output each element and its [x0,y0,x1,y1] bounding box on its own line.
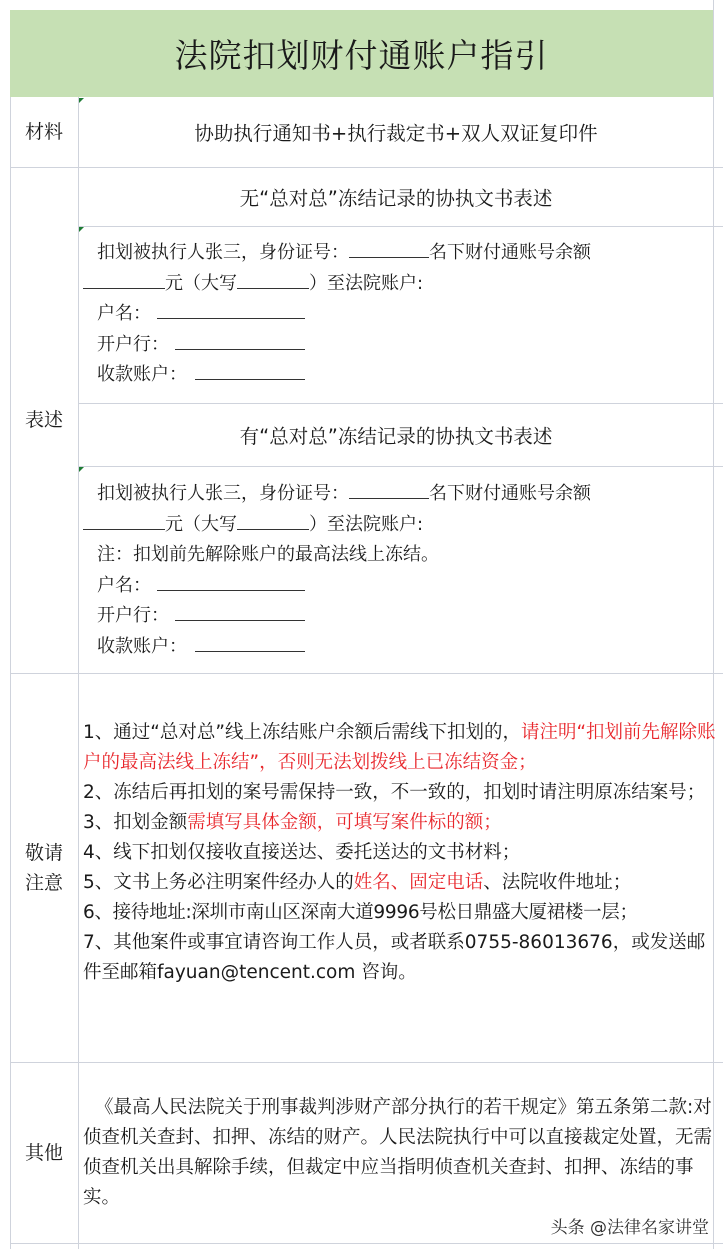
other-content: 《最高人民法院关于刑事裁判涉财产部分执行的若干规定》第五条第二款:对侦查机关查封、扣押、冻结的财产。人民法院执行中可以直接裁定处置，无需侦查机关出具解除手续，但裁定中应当指明侦查机关查封、扣押、冻结的事实。 [83,1097,713,1208]
row-label-attention: 敬请 注意 [24,841,63,894]
bank-blank [175,602,305,621]
id-number-blank [349,480,429,499]
template-line: 元（大写 ）至法院账户: [83,510,717,541]
template-line: 扣划被执行人张三，身份证号： 名下财付通账号余额 [83,479,717,510]
bank-blank [175,331,305,350]
note-item-6: 6、接待地址:深圳市南山区深南大道9996号松日鼎盛大厦裙楼一层； [83,902,638,923]
grid-line [10,1243,723,1244]
statement-heading-with-record: 有“总对总”冻结记录的协执文书表述 [239,424,553,448]
page-title: 法院扣划财付通账户指引 [10,10,713,97]
cell-comment-marker [79,467,84,472]
account-name-line: 户名： [83,571,717,602]
watermark: 头条 @法律名家讲堂 [550,1218,709,1238]
amount-blank [83,270,165,289]
account-number-line: 收款账户： [83,632,717,663]
account-name-blank [157,572,305,591]
bank-line: 开户行： [83,330,717,361]
bank-line: 开户行： [83,601,717,632]
note-item-7: 7、其他案件或事宜请咨询工作人员，或者联系0755-86013676，或发送邮件至邮箱fayuan@tencent.com 咨询。 [83,932,706,983]
note-item-2: 2、冻结后再扣划的案号需保持一致，不一致的，扣划时请注明原冻结案号； [83,782,706,803]
statement-heading-without-record: 无“总对总”冻结记录的协执文书表述 [239,186,553,210]
note-item-4: 4、线下扣划仅接收直接送达、委托送达的文书材料； [83,842,521,863]
cell-comment-marker [79,227,84,232]
grid-line [78,466,723,467]
id-number-blank [349,239,429,258]
template-line: 元（大写 ）至法院账户: [83,269,717,300]
account-name-line: 户名： [83,299,717,330]
note-item-3: 3、扣划金额需填写具体金额，可填写案件标的额； [83,812,502,833]
amount-uppercase-blank [237,511,309,530]
note-item-1: 1、通过“总对总”线上冻结账户余额后需线下扣划的，请注明“扣划前先解除账户的最高法线上冻结”，否则无法划拨线上已冻结资金； [83,722,716,773]
note-item-5: 5、文书上务必注明案件经办人的姓名、固定电话、法院收件地址； [83,872,632,893]
statement-template-without-record [79,238,717,391]
grid-line [78,226,723,227]
attention-notes [79,718,723,988]
template-line: 扣划被执行人张三，身份证号： 名下财付通账号余额 [83,238,717,269]
account-number-line: 收款账户： [83,360,717,391]
statement-template-with-record [79,479,717,662]
amount-blank [83,511,165,530]
account-number-blank [195,361,305,380]
account-number-blank [195,633,305,652]
row-label-materials: 材料 [24,121,63,143]
grid-line [10,1062,723,1063]
account-name-blank [157,300,305,319]
materials-content: 协助执行通知书+执行裁定书+双人双证复印件 [194,122,598,145]
grid-line [10,673,723,674]
row-label-other: 其他 [24,1141,63,1164]
unfreeze-note: 注：扣划前先解除账户的最高法线上冻结。 [97,544,439,565]
amount-uppercase-blank [237,270,309,289]
row-label-statement: 表述 [24,409,63,431]
